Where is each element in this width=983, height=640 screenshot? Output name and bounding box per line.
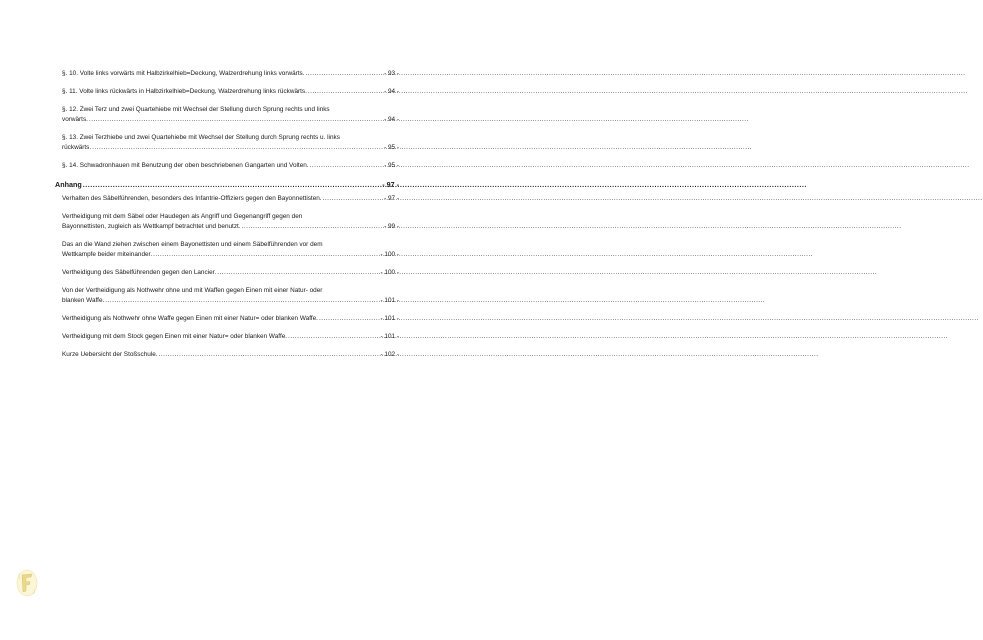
- toc-entry[interactable]: [62, 332, 399, 342]
- toc-entry[interactable]: [62, 87, 399, 97]
- toc-entry-page: - 102 -: [380, 351, 399, 358]
- toc-entry-page: - 101 -: [380, 297, 399, 304]
- dot-leader: [306, 69, 384, 79]
- toc-entry-title: Verhalten des Säbelführenden, besonders des Infantrie-Offiziers gegen den Bayonnettisten.: [62, 195, 322, 202]
- toc-entry-title: rückwärts.: [62, 144, 92, 151]
- toc-chapter-page: - 97 -: [382, 180, 399, 189]
- toc-entry-page: - 94 -: [384, 88, 399, 95]
- toc-entry[interactable]: [62, 350, 399, 360]
- dot-leader: [153, 250, 379, 260]
- toc-entry[interactable]: [62, 133, 399, 153]
- toc-entry-title: §. 14. Schwadronhauen mit Benutzung der oben beschriebenen Gangarten und Volten.: [62, 162, 309, 169]
- dot-leader: [217, 268, 379, 278]
- toc-entry-page: - 99 -: [384, 223, 399, 230]
- toc-entry[interactable]: [62, 240, 399, 260]
- toc-entry-title-line1: Das an die Wand ziehen zwischen einem Bayonettisten und einem Säbelführenden vor dem: [62, 241, 323, 248]
- toc-entry[interactable]: [62, 314, 399, 324]
- toc-entry-title: §. 11. Volte links rückwärts in Halbzirkelhieb=Deckung, Walzerdrehung links rückwärts.: [62, 88, 307, 95]
- toc-entry-title: Kurze Uebersicht der Stoßschule.: [62, 351, 158, 358]
- toc-entry-title-line1: §. 12. Zwei Terz und zwei Quartehiebe mit Wechsel der Stellung durch Sprung rechts und links: [62, 106, 330, 113]
- toc-entry-page: - 97 -: [384, 195, 399, 202]
- dot-leader: [319, 314, 380, 324]
- toc-entry-page: - 95 -: [384, 162, 399, 169]
- dot-leader: [310, 161, 384, 171]
- dot-leader: [89, 115, 383, 125]
- dot-leader: [83, 179, 381, 190]
- toc-entry-title: Vertheidigung als Nothwehr ohne Waffe gegen Einen mit einer Natur= oder blanken Waffe.: [62, 315, 318, 322]
- toc-entry[interactable]: [62, 268, 399, 278]
- dot-leader: [242, 222, 384, 232]
- toc-entry-page: - 100 -: [380, 269, 399, 276]
- toc-entry-title: blanken Waffe.: [62, 297, 105, 304]
- toc-entry-title-line1: Vertheidigung mit dem Säbel oder Haudegen als Angriff und Gegenangriff gegen den: [62, 213, 303, 220]
- toc-entry-page: - 93 -: [384, 70, 399, 77]
- document-page: [0, 0, 452, 640]
- toc-entry-page: - 95 -: [384, 144, 399, 151]
- toc-chapter-anhang[interactable]: [55, 179, 399, 190]
- dot-leader: [308, 87, 383, 97]
- toc-entry-title: §. 10. Volte links vorwärts mit Halbzirkelhieb=Deckung, Walzerdrehung links vorwärts.: [62, 70, 305, 77]
- toc-entry-page: - 101 -: [380, 315, 399, 322]
- toc-entry[interactable]: [62, 286, 399, 306]
- toc-entry-page: - 100 -: [380, 251, 399, 258]
- dot-leader: [323, 194, 383, 204]
- publisher-logo-icon: [16, 569, 38, 597]
- toc-entry-title-line1: §. 13. Zwei Terzhiebe und zwei Quartehiebe mit Wechsel der Stellung durch Sprung rechts u. links: [62, 134, 340, 141]
- dot-leader: [105, 296, 379, 306]
- dot-leader: [159, 350, 380, 360]
- toc-entry[interactable]: [62, 194, 399, 204]
- table-of-contents: [55, 69, 399, 368]
- toc-entry[interactable]: [62, 69, 399, 79]
- toc-entry[interactable]: [62, 105, 399, 125]
- toc-entry[interactable]: [62, 212, 399, 232]
- toc-entry-title: Wettkampfe beider miteinander.: [62, 251, 153, 258]
- toc-entry-title: vorwärts.: [62, 116, 88, 123]
- dot-leader: [92, 143, 383, 153]
- toc-entry-page: - 101 -: [380, 333, 399, 340]
- toc-chapter-title: Anhang: [55, 180, 82, 189]
- toc-entry-title: Vertheidigung mit dem Stock gegen Einen mit einer Natur= oder blanken Waffe.: [62, 333, 288, 340]
- toc-entry-title: Bayonnettisten, zugleich als Wettkampf betrachtet und benutzt.: [62, 223, 241, 230]
- toc-entry[interactable]: [62, 161, 399, 171]
- toc-entry-title-line1: Von der Vertheidigung als Nothwehr ohne und mit Waffen gegen Einen mit einer Natur- oder: [62, 287, 323, 294]
- dot-leader: [288, 332, 379, 342]
- toc-entry-title: Vertheidigung des Säbelführenden gegen den Lancier.: [62, 269, 217, 276]
- toc-entry-page: - 94 -: [384, 116, 399, 123]
